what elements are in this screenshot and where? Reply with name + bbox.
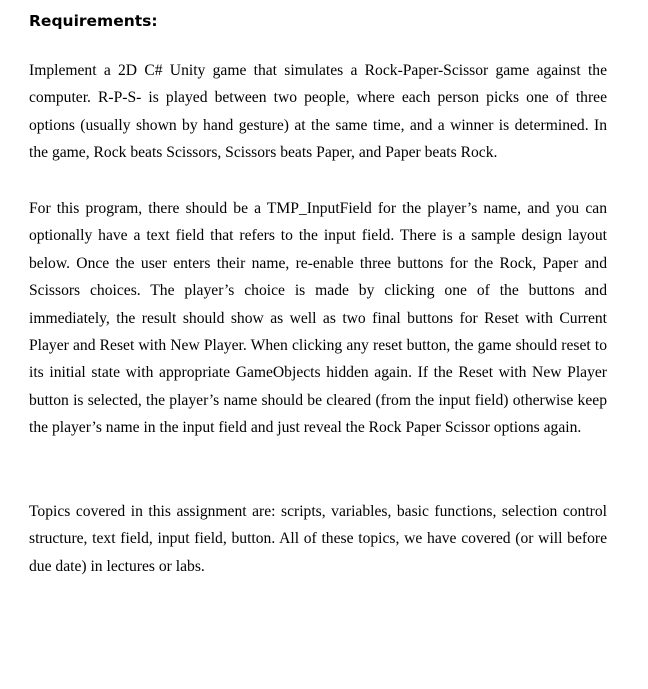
paragraph-game-description: Implement a 2D C# Unity game that simulates a Rock-Paper-Scissor game against the computer. R-P-S- is played between two people, where each person picks one of three options (usually shown by hand gesture) at the same time, and a winner is determined. In the game, Rock beats Scissors, Scissors beats Paper, and Paper beats Rock.: [29, 62, 607, 162]
paragraph-program-requirements: For this program, there should be a TMP_InputField for the player’s name, and you can optionally have a text field that refers to the input field. There is a sample design layout below. Once the user enters their name, re-enable three buttons for the Rock, Paper and Scissors choices. The player’s choice is made by clicking one of the buttons and immediately, the result should show as well as two final buttons for Reset with Current Player and Reset with New Player. When clicking any reset button, the game should reset to its initial state with appropriate GameObjects hidden again. If the Reset with New Player button is selected, the player’s name should be cleared (from the input field) otherwise keep the player’s name in the input field and just reveal the Rock Paper Scissor options again.: [29, 200, 607, 437]
requirements-heading: Requirements:: [29, 12, 158, 30]
paragraph-topics-covered: Topics covered in this assignment are: scripts, variables, basic functions, selection control structure, text field, input field, button. All of these topics, we have covered (or will before due date) in lectures or labs.: [29, 503, 607, 575]
